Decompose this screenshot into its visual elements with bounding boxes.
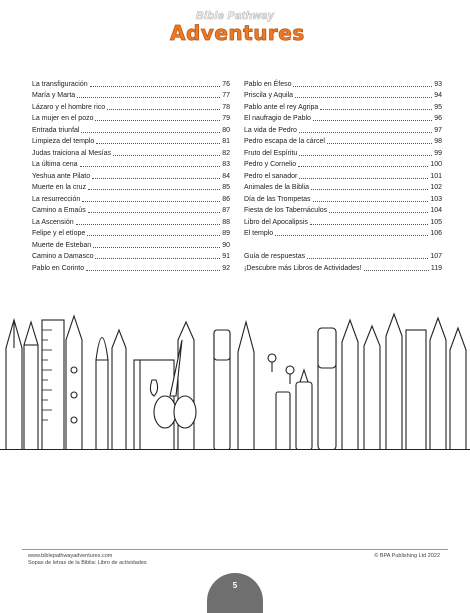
toc-entry[interactable] [32, 215, 230, 227]
toc-entry-title: Muerte de Esteban [32, 241, 92, 249]
toc-entry[interactable] [32, 100, 230, 112]
toc-leader-dots [295, 97, 432, 98]
toc-entry[interactable] [244, 215, 442, 227]
toc-leader-dots [82, 201, 220, 202]
toc-entry-title: Pablo ante el rey Agripa [244, 103, 319, 111]
toc-entry-page: 86 [222, 195, 230, 203]
toc-leader-dots [77, 97, 220, 98]
page-number: 5 [207, 573, 263, 613]
toc-entry-title: Pablo en Éfeso [244, 80, 292, 88]
toc-leader-dots [80, 166, 221, 167]
toc-leader-dots [313, 120, 432, 121]
toc-entry-page: 105 [430, 218, 442, 226]
toc-leader-dots [320, 109, 432, 110]
toc-entry-page: 100 [430, 161, 442, 168]
footer-url[interactable]: www.biblepathwayadventures.com [28, 553, 113, 559]
toc-leader-dots [86, 270, 220, 271]
toc-entry-page: 98 [434, 138, 442, 145]
toc-entry-page: 90 [222, 241, 230, 249]
toc-entry[interactable] [244, 135, 442, 147]
toc-entry-page: 92 [222, 264, 230, 272]
toc-entry[interactable] [32, 146, 230, 158]
toc-left-column [32, 77, 230, 273]
toc-entry[interactable] [244, 181, 442, 193]
toc-entry[interactable] [244, 158, 442, 170]
toc-entry-page: 89 [222, 230, 230, 237]
toc-entry-title: Judas traiciona al Mesías [32, 149, 111, 157]
toc-entry[interactable] [32, 77, 230, 89]
toc-entry-title: ¡Descubre más Libros de Actividades! [244, 264, 362, 272]
toc-leader-dots [310, 224, 428, 225]
toc-entry-title: La vida de Pedro [244, 126, 297, 134]
toc-entry[interactable] [32, 123, 230, 135]
school-supplies-illustration [0, 300, 470, 450]
toc-entry-title: Camino a Emaús [32, 207, 86, 214]
toc-entry-page: 79 [222, 115, 230, 122]
toc-leader-dots [299, 178, 428, 179]
toc-entry-title: María y Marta [32, 92, 76, 99]
toc-entry-page: 102 [430, 184, 442, 191]
toc-entry-title: Lázaro y el hombre rico [32, 103, 106, 111]
toc-entry-page: 103 [430, 195, 442, 203]
toc-entry-title: La mujer en el pozo [32, 115, 94, 122]
logo [170, 10, 305, 46]
footer-copyright: © BPA Publishing Ltd 2022 [374, 553, 440, 559]
toc-entry-title: Yeshua ante Pilato [32, 172, 91, 180]
toc-leader-dots [327, 143, 432, 144]
toc-leader-dots [87, 235, 220, 236]
toc-leader-dots [107, 109, 220, 110]
toc-leader-dots [90, 86, 221, 87]
toc-leader-dots [313, 201, 429, 202]
toc-entry-title: Limpieza del templo [32, 138, 95, 145]
toc-entry-page: 77 [222, 92, 230, 99]
toc-entry-title: Día de las Trompetas [244, 195, 311, 203]
toc-entry[interactable] [244, 112, 442, 124]
toc-leader-dots [96, 143, 220, 144]
toc-entry-page: 99 [434, 149, 442, 157]
toc-entry[interactable] [244, 250, 442, 262]
toc-entry-title: La última cena [32, 161, 78, 168]
toc-entry-page: 101 [430, 172, 442, 180]
toc-entry[interactable] [244, 77, 442, 89]
toc-leader-dots [95, 120, 220, 121]
toc-entry-page: 93 [434, 80, 442, 88]
toc-entry-page: 82 [222, 149, 230, 157]
toc-entry-page: 91 [222, 253, 230, 260]
footer-left [28, 553, 147, 567]
toc-leader-dots [95, 258, 220, 259]
toc-leader-dots [93, 247, 220, 248]
toc-entry-page: 84 [222, 172, 230, 180]
toc-entry[interactable] [244, 227, 442, 239]
toc-entry-title: Muerte en la cruz [32, 184, 87, 191]
logo-line-2: Adventures [170, 21, 305, 45]
toc-entry-page: 104 [430, 207, 442, 214]
toc-entry-title: El templo [244, 230, 274, 237]
toc-entry[interactable] [32, 250, 230, 262]
toc-leader-dots [88, 212, 221, 213]
toc-entry-title: Camino a Damasco [32, 253, 94, 260]
toc-entry-page: 88 [222, 218, 230, 226]
toc-leader-dots [92, 178, 220, 179]
toc-entry[interactable] [244, 261, 442, 273]
toc-leader-dots [299, 132, 432, 133]
toc-leader-dots [299, 155, 432, 156]
toc-entry-page: 94 [434, 92, 442, 99]
toc-entry-title: Fruto del Espíritu [244, 149, 298, 157]
toc-entry-page: 107 [430, 253, 442, 260]
toc-entry[interactable] [244, 192, 442, 204]
toc-spacer [244, 238, 442, 250]
toc-entry-page: 85 [222, 184, 230, 191]
toc-leader-dots [364, 270, 429, 271]
toc-entry[interactable] [244, 169, 442, 181]
toc-entry[interactable] [32, 181, 230, 193]
toc-entry-page: 83 [222, 161, 230, 168]
toc-right-column [244, 77, 442, 273]
toc-entry-title: Animales de la Biblia [244, 184, 309, 191]
toc-entry-page: 87 [222, 207, 230, 214]
toc-entry[interactable] [32, 169, 230, 181]
toc-entry-title: Pedro y Cornelio [244, 161, 297, 168]
toc-entry[interactable] [32, 135, 230, 147]
toc-entry-title: Pedro el sanador [244, 172, 298, 180]
toc-entry-title: La transfiguración [32, 80, 88, 88]
toc-entry-title: Libro del Apocalipsis [244, 218, 308, 226]
toc-leader-dots [275, 235, 428, 236]
toc-entry-page: 106 [430, 230, 442, 237]
toc-entry-page: 76 [222, 80, 230, 88]
toc-entry-title: Pedro escapa de la cárcel [244, 138, 325, 145]
toc-entry[interactable] [32, 192, 230, 204]
toc-entry-page: 78 [222, 103, 230, 111]
toc-entry-page: 80 [222, 126, 230, 134]
toc-entry[interactable] [32, 238, 230, 250]
toc-leader-dots [113, 155, 220, 156]
toc-entry-title: Felipe y el etíope [32, 230, 86, 237]
toc-entry-title: La resurrección [32, 195, 81, 203]
toc-leader-dots [293, 86, 432, 87]
toc-entry-page: 96 [434, 115, 442, 122]
toc-entry[interactable] [32, 227, 230, 239]
toc-entry-title: Entrada triunfal [32, 126, 80, 134]
toc-entry-title: La Ascensión [32, 218, 74, 226]
toc-leader-dots [298, 166, 428, 167]
toc-entry[interactable] [32, 261, 230, 273]
toc-leader-dots [311, 189, 428, 190]
toc-entry[interactable] [32, 158, 230, 170]
toc-entry-page: 95 [434, 103, 442, 111]
toc-entry[interactable] [244, 89, 442, 101]
toc-leader-dots [329, 212, 428, 213]
toc-entry[interactable] [32, 204, 230, 216]
toc-entry-page: 119 [430, 264, 442, 272]
logo-line-1: Bible Pathway [195, 10, 275, 22]
toc-entry-page: 81 [222, 138, 230, 145]
toc-leader-dots [307, 258, 428, 259]
toc-entry-title: Guía de respuestas [244, 253, 306, 260]
toc-entry[interactable] [32, 112, 230, 124]
toc-leader-dots [76, 224, 221, 225]
toc-entry[interactable] [244, 204, 442, 216]
toc-entry[interactable] [244, 123, 442, 135]
toc-entry-title: Fiesta de los Tabernáculos [244, 207, 328, 214]
toc-entry[interactable] [244, 146, 442, 158]
toc-entry-page: 97 [434, 126, 442, 134]
toc-entry-title: Priscila y Aquila [244, 92, 294, 99]
toc-leader-dots [81, 132, 220, 133]
toc-entry[interactable] [32, 89, 230, 101]
footer-book-title: Sopas de letras de la Biblia: Libro de actividades [28, 560, 147, 566]
toc-entry[interactable] [244, 100, 442, 112]
toc-leader-dots [88, 189, 220, 190]
toc-entry-title: Pablo en Corinto [32, 264, 85, 272]
toc-entry-title: El naufragio de Pablo [244, 115, 311, 122]
footer-divider [22, 549, 448, 550]
